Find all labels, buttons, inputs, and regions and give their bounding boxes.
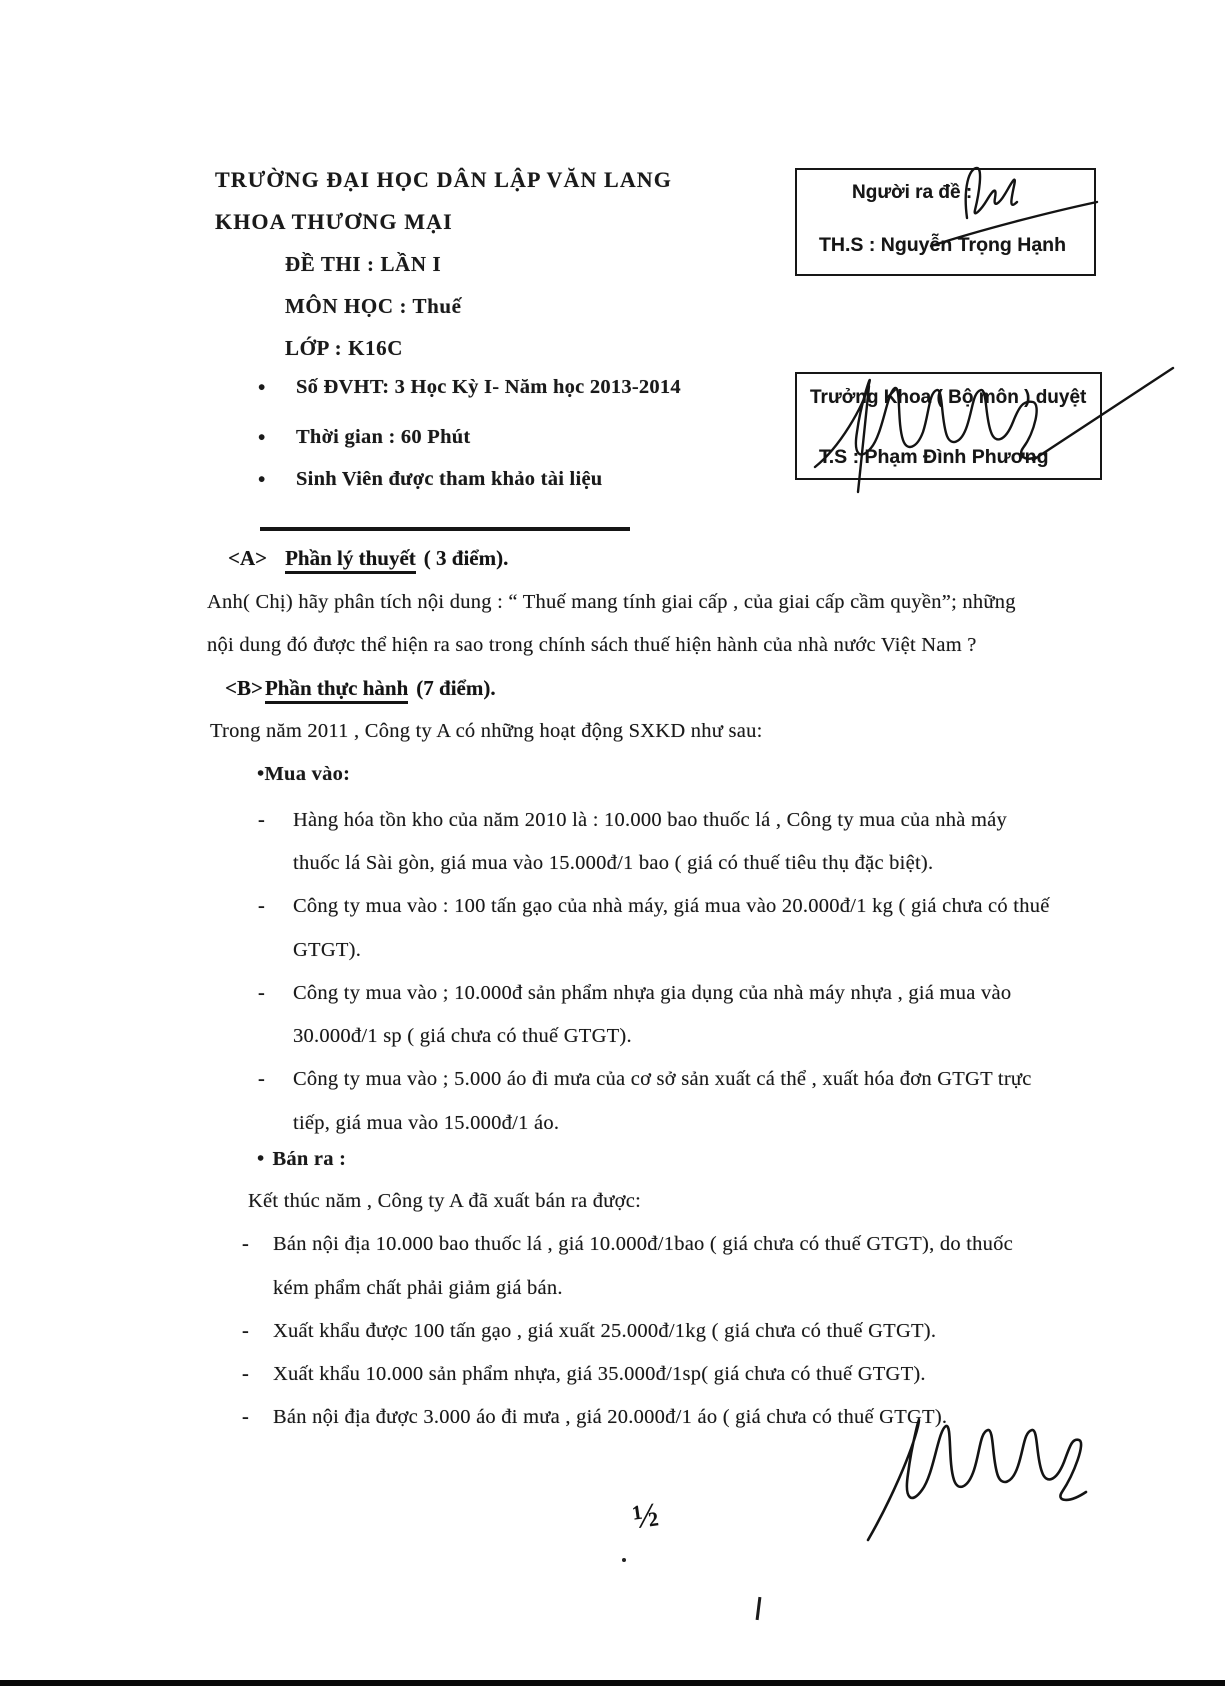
dash-icon: - — [258, 982, 266, 1004]
section-a-points: ( 3 điểm). — [423, 546, 509, 570]
dash-icon: - — [258, 809, 266, 831]
section-b-heading — [225, 676, 496, 701]
examiner-name: TH.S : Nguyễn Trọng Hạnh — [819, 234, 1066, 256]
sale-item-line: kém phẩm chất phải giảm giá bán. — [273, 1277, 563, 1299]
dash-icon: - — [258, 895, 266, 917]
dash-icon: - — [242, 1233, 250, 1255]
class-line: LỚP : K16C — [285, 336, 404, 360]
separator-line-segment — [470, 529, 630, 531]
dash-icon: - — [242, 1320, 250, 1342]
sale-item-line: Bán nội địa được 3.000 áo đi mưa , giá 20.000đ/1 áo ( giá chưa có thuế GTGT). — [273, 1406, 948, 1428]
sales-intro-line: Kết thúc năm , Công ty A đã xuất bán ra được: — [248, 1190, 642, 1212]
page-number: ½ — [630, 1496, 661, 1537]
purchase-item-line: Công ty mua vào ; 5.000 áo đi mưa của cơ sở sản xuất cá thể , xuất hóa đơn GTGT trực — [293, 1068, 1032, 1090]
section-a-heading — [228, 546, 508, 571]
duration-line: Thời gian : 60 Phút — [296, 426, 471, 448]
dash-icon: - — [242, 1363, 250, 1385]
purchase-item-line: Công ty mua vào : 100 tấn gạo của nhà máy, giá mua vào 20.000đ/1 kg ( giá chưa có thuế — [293, 895, 1050, 917]
sales-heading: • Bán ra : — [257, 1148, 347, 1170]
bullet-icon: • — [257, 763, 265, 785]
bullet-icon: • — [258, 375, 266, 399]
exam-title: ĐỀ THI : LẦN I — [285, 252, 442, 276]
faculty-name: KHOA THƯƠNG MẠI — [215, 209, 453, 234]
sale-item-line: Xuất khẩu 10.000 sản phẩm nhựa, giá 35.000đ/1sp( giá chưa có thuế GTGT). — [273, 1363, 926, 1385]
open-book-line: Sinh Viên được tham khảo tài liệu — [296, 468, 603, 490]
purchase-item-line: Hàng hóa tồn kho của năm 2010 là : 10.000 bao thuốc lá , Công ty mua của nhà máy — [293, 809, 1007, 831]
subject-line: MÔN HỌC : Thuế — [285, 294, 462, 318]
credits-line: Số ĐVHT: 3 Học Kỳ I- Năm học 2013-2014 — [296, 376, 681, 398]
ink-dot-artifact — [622, 1558, 626, 1562]
section-b-title: Phần thực hành — [265, 676, 408, 704]
theory-question-line: nội dung đó được thể hiện ra sao trong chính sách thuế hiện hành của nhà nước Việt Nam ? — [207, 634, 977, 656]
dash-icon: - — [242, 1406, 250, 1428]
section-b-prefix: <B> — [225, 676, 263, 700]
approval-label: Trưởng Khoa ( Bộ môn ) duyệt — [810, 387, 1087, 408]
bullet-icon: • — [258, 425, 266, 449]
purchase-item-line: Công ty mua vào ; 10.000đ sản phẩm nhựa gia dụng của nhà máy nhựa , giá mua vào — [293, 982, 1012, 1004]
examiner-box — [795, 168, 1096, 276]
stray-mark-artifact — [756, 1597, 762, 1620]
sale-item-line: Bán nội địa 10.000 bao thuốc lá , giá 10.000đ/1bao ( giá chưa có thuế GTGT), do thuốc — [273, 1233, 1014, 1255]
section-a-prefix: <A> — [228, 546, 268, 570]
approver-name: T.S : Phạm Đình Phương — [819, 446, 1049, 468]
section-a-title: Phần lý thuyết — [285, 546, 416, 574]
university-name: TRƯỜNG ĐẠI HỌC DÂN LẬP VĂN LANG — [215, 167, 673, 192]
sale-item-line: Xuất khẩu được 100 tấn gạo , giá xuất 25.000đ/1kg ( giá chưa có thuế GTGT). — [273, 1320, 937, 1342]
section-b-points: (7 điểm). — [416, 676, 496, 700]
scan-edge-artifact — [0, 1680, 1225, 1686]
purchases-heading: •Mua vào: — [257, 763, 351, 785]
dash-icon: - — [258, 1068, 266, 1090]
approval-box — [795, 372, 1102, 480]
purchase-item-line: 30.000đ/1 sp ( giá chưa có thuế GTGT). — [293, 1025, 632, 1047]
purchase-item-line: tiếp, giá mua vào 15.000đ/1 áo. — [293, 1112, 560, 1134]
bullet-icon: • — [258, 467, 266, 491]
bullet-icon: • — [257, 1148, 265, 1170]
practice-intro-line: Trong năm 2011 , Công ty A có những hoạt động SXKD như sau: — [210, 720, 763, 742]
purchase-item-line: GTGT). — [293, 939, 362, 961]
theory-question-line: Anh( Chị) hãy phân tích nội dung : “ Thuế mang tính giai cấp , của giai cấp cầm quyền”; những — [207, 591, 1016, 613]
examiner-label: Người ra đề : — [852, 182, 973, 203]
purchase-item-line: thuốc lá Sài gòn, giá mua vào 15.000đ/1 bao ( giá có thuế tiêu thụ đặc biệt). — [293, 852, 934, 874]
